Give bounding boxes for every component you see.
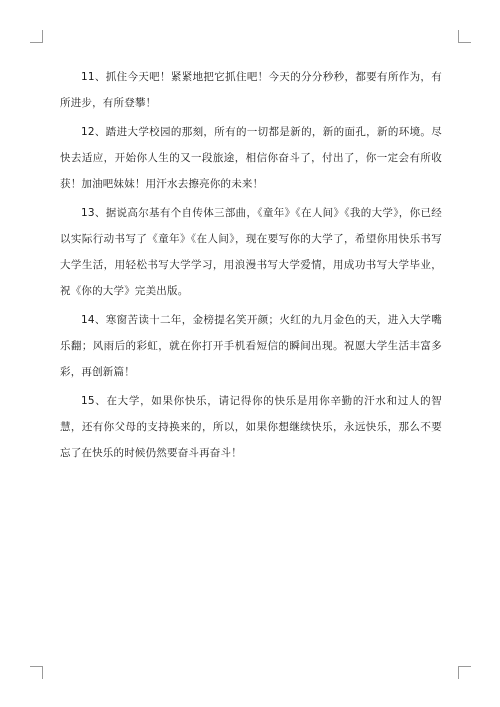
crop-mark-bottom-right <box>458 666 471 679</box>
document-body <box>60 64 442 469</box>
crop-mark-top-left <box>30 30 43 43</box>
paragraph-14: 14、寒窗苦读十二年，金榜提名笑开颜；火红的九月金色的天，进入大学嘴乐翻；风雨后的彩虹，就在你打开手机看短信的瞬间出现。祝愿大学生活丰富多彩，再创新篇！ <box>60 314 442 378</box>
paragraph-15: 15、在大学，如果你快乐，请记得你的快乐是用你辛勤的汗水和过人的智慧，还有你父母的支持换来的，所以，如果你想继续快乐，永远快乐，那么不要忘了在快乐的时候仍然要奋斗再奋斗！ <box>60 395 442 459</box>
crop-mark-top-right <box>458 30 471 43</box>
paragraph-11: 11、抓住今天吧！紧紧地把它抓住吧！今天的分分秒秒，都要有所作为，有所进步，有所登攀！ <box>60 71 442 109</box>
crop-mark-bottom-left <box>30 666 43 679</box>
paragraph-13: 13、据说高尔基有个自传体三部曲，《童年》《在人间》《我的大学》，你已经以实际行动书写了《童年》《在人间》，现在要写你的大学了，希望你用快乐书写大学生活，用轻松书写大学学习，用浪漫书写大学爱情，用成功书写大学毕业，祝《你的大学》完美出版。 <box>60 207 442 297</box>
paragraph-12: 12、踏进大学校园的那刻，所有的一切都是新的，新的面孔，新的环境。尽快去适应，开始你人生的又一段旅途，相信你奋斗了，付出了，你一定会有所收获！加油吧妹妹！用汗水去擦亮你的未来！ <box>60 126 442 190</box>
